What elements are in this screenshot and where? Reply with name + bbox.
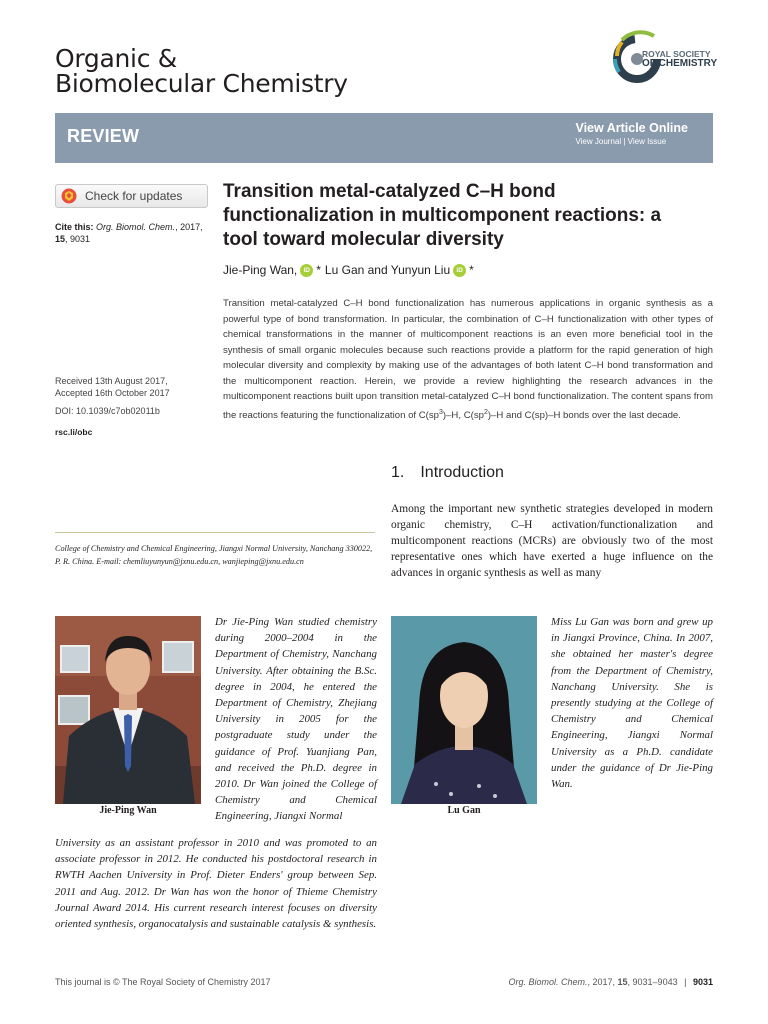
biography-text: Dr Jie-Ping Wan studied chemistry during 2000–2004 in the Department of Chemistry, Nanchang University. After obtaining the B.Sc. degree in 2004, he entered the Department of Chemistry, Zhejiang University in 2005 for the postgraduate study under the guidance of Prof. Yuanjiang Pan, and received the Ph.D. degree in 2010. Dr Wan joined the College of Chemistry and Chemical Engineering, Jiangxi Normal: [215, 616, 377, 823]
article-type-label: REVIEW: [67, 126, 140, 146]
footer-citation: [508, 977, 713, 987]
author-list: [223, 263, 474, 277]
journal-title-line1: Organic &: [55, 44, 177, 73]
journal-title-line2: Biomolecular Chemistry: [55, 69, 348, 98]
footer-journal: Org. Biomol. Chem.: [508, 977, 588, 987]
logo-text-line2: OF CHEMISTRY: [642, 58, 718, 69]
author-photo-jie-ping-wan: [55, 616, 201, 804]
corresponding-mark: *: [316, 263, 321, 277]
footer-pages: , 9031–9043: [627, 977, 678, 987]
author-name[interactable]: Lu Gan and Yunyun Liu: [324, 263, 451, 277]
check-updates-icon: [61, 188, 77, 204]
section-title: Introduction: [420, 464, 504, 481]
doi-link[interactable]: DOI: 10.1039/c7ob02011b: [55, 406, 160, 416]
section-heading-introduction: [391, 464, 504, 482]
received-dates: [55, 376, 215, 399]
orcid-icon[interactable]: iD: [453, 264, 466, 277]
introduction-paragraph: Among the important new synthetic strategies developed in modern organic chemistry, C–H activation/functionalization and multicomponent reactions (MCRs) are obviously two of the most representative ones which have exerted a huge influence on the advances in organic synthesis as well as many: [391, 503, 713, 579]
view-article-online-link[interactable]: View Article Online: [575, 121, 688, 135]
page-number: 9031: [692, 977, 713, 987]
rsc-logo-text: [642, 50, 717, 68]
corresponding-mark: *: [469, 263, 474, 277]
footer-volume: 15: [617, 977, 628, 987]
article-title: Transition metal-catalyzed C–H bond functionalization in multicomponent reactions: a tool toward molecular diversity: [223, 181, 662, 250]
cite-prefix: Cite this:: [55, 222, 94, 232]
footer-year: , 2017,: [587, 977, 618, 987]
check-for-updates-button[interactable]: [55, 184, 208, 208]
abstract: Transition metal-catalyzed C–H bond functionalization has numerous applications in organic synthesis as a powerful type of bond transformation. In particular, the combination of C–H functionalization with other types of chemical transformations in the manner of multicomponent reactions is an even more beneficial tool in the synthesis of small organic molecules because such reactions provide a platform for the rapid generation of high molecular diversity and complexity by making use of the advantages of both latent C–H bond transformation and the multicomponent reaction. Herein, we provide a review highlighting the research advances in the multicomponent reactions built upon transition metal-catalyzed C–H bond functionalization. The content spans from the reactions featuring the functionalization of $C(sp^3)-H$, $C(sp^2)-H$ and C(sp)–H bonds over the last decade.: [223, 298, 713, 421]
photo-caption: Lu Gan: [447, 805, 481, 816]
received-date: Received 13th August 2017,: [55, 376, 168, 386]
footer-copyright: This journal is © The Royal Society of Chemistry 2017: [55, 977, 271, 987]
affiliation-divider: [55, 532, 375, 533]
banner-links: [575, 121, 688, 146]
view-journal-link[interactable]: View Journal: [575, 137, 622, 146]
photo-caption: Jie-Ping Wan: [99, 805, 157, 816]
journal-short-link[interactable]: rsc.li/obc: [55, 427, 93, 437]
author-photo-lu-gan: [391, 616, 537, 804]
biography-text-continued: University as an assistant professor in 2010 and was promoted to an associate professor in 2012. He conducted his postdoctoral research in RWTH Aachen University in Prof. Dieter Enders' group between Sep. 2011 and Aug. 2012. Dr Wan has won the honor of Thieme Chemistry Journal Award 2014. His current research interest focuses on diversity oriented synthesis, organocatalysis and sustainable catalysis & synthesis.: [55, 837, 377, 931]
journal-title: [55, 46, 348, 96]
view-issue-link[interactable]: View Issue: [627, 137, 667, 146]
check-for-updates-label: Check for updates: [85, 189, 183, 203]
link-separator: |: [623, 137, 626, 146]
cite-page: , 9031: [65, 234, 91, 244]
cite-volume: 15: [55, 234, 66, 244]
orcid-icon[interactable]: iD: [300, 264, 313, 277]
section-number: 1.: [391, 464, 405, 481]
citation-block: [55, 221, 215, 245]
biography-text: Miss Lu Gan was born and grew up in Jiangxi Province, China. In 2007, she obtained her master's degree from the Department of Chemistry, Nanchang University. She is presently studying at the College of Chemistry and Chemical Engineering, Jiangxi Normal University as a Ph.D. candidate under the guidance of Dr Jie-Ping Wan.: [551, 616, 713, 791]
accepted-date: Accepted 16th October 2017: [55, 387, 170, 398]
cite-journal: Org. Biomol. Chem.: [96, 222, 176, 232]
logo-text-line1: ROYAL SOCIETY: [642, 49, 711, 59]
banner-sub-links: [575, 137, 688, 146]
author-affiliation: College of Chemistry and Chemical Engineering, Jiangxi Normal University, Nanchang 330022, P. R. China. E-mail: chemliuyunyun@jxnu.edu.cn, wanjieping@jxnu.edu.cn: [55, 544, 373, 566]
cite-year: , 2017,: [175, 222, 203, 232]
author-name[interactable]: Jie-Ping Wan,: [223, 263, 298, 277]
footer-separator: |: [684, 977, 687, 987]
